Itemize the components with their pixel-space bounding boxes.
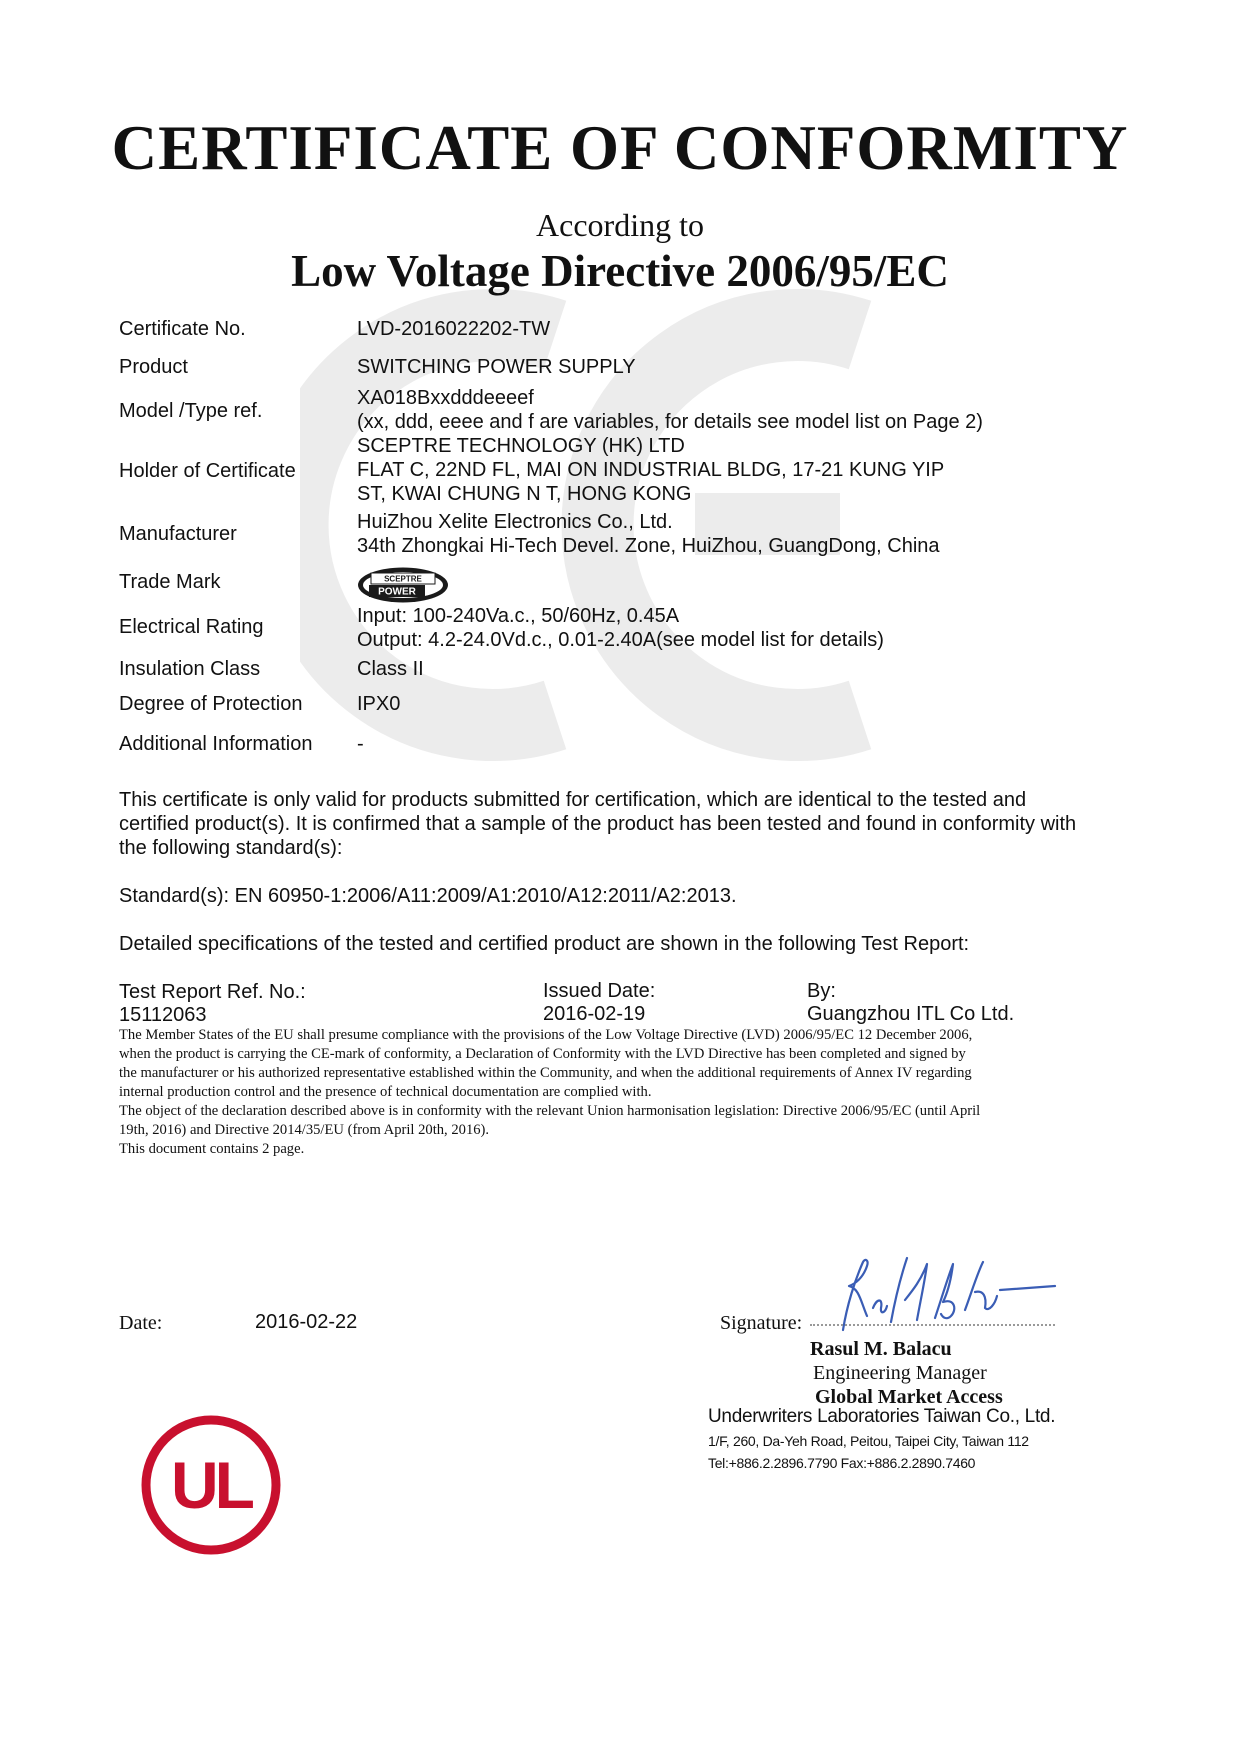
note-line-3: the manufacturer or his authorized representative established within the Community, and when the additional requirements of Annex IV regarding: [119, 1065, 972, 1081]
model-label: Model /Type ref.: [119, 400, 263, 422]
manufacturer-label: Manufacturer: [119, 523, 237, 545]
product-label: Product: [119, 356, 188, 378]
company-phone-fax: Tel:+886.2.2896.7790 Fax:+886.2.2890.7460: [708, 1455, 976, 1471]
according-to-text: According to: [536, 207, 704, 243]
additional-information-value: -: [357, 733, 364, 755]
degree-of-protection-label: Degree of Protection: [119, 693, 303, 715]
signer-name: Rasul M. Balacu: [810, 1338, 952, 1360]
company-name: Underwriters Laboratories Taiwan Co., Ltd.: [708, 1406, 1056, 1427]
test-report-ref-value: 15112063: [119, 1004, 207, 1026]
insulation-class-value: Class II: [357, 658, 424, 680]
handwritten-signature: [825, 1250, 1065, 1340]
model-value-line2: (xx, ddd, eeee and f are variables, for details see model list on Page 2): [357, 411, 983, 433]
issued-date-value: 2016-02-19: [543, 1003, 646, 1025]
note-line-7: This document contains 2 page.: [119, 1141, 305, 1157]
standards-text: Standard(s): EN 60950-1:2006/A11:2009/A1:2010/A12:2011/A2:2013.: [119, 885, 737, 907]
note-line-6: 19th, 2016) and Directive 2014/35/EU (from April 20th, 2016).: [119, 1122, 490, 1138]
electrical-rating-value-line2: Output: 4.2-24.0Vd.c., 0.01-2.40A(see model list for details): [357, 629, 884, 651]
validity-line-2: certified product(s). It is confirmed that a sample of the product has been tested and found in conformity with: [119, 813, 1077, 835]
insulation-class-label: Insulation Class: [119, 658, 261, 680]
holder-value-line3: ST, KWAI CHUNG N T, HONG KONG: [357, 483, 692, 505]
certificate-no-value: LVD-2016022202-TW: [357, 318, 551, 340]
electrical-rating-value-line1: Input: 100-240Va.c., 50/60Hz, 0.45A: [357, 605, 680, 627]
sceptre-power-logo: [357, 566, 449, 604]
manufacturer-value-line1: HuiZhou Xelite Electronics Co., Ltd.: [357, 511, 673, 533]
holder-value-line2: FLAT C, 22ND FL, MAI ON INDUSTRIAL BLDG, 17-21 KUNG YIP: [357, 459, 945, 481]
certificate-no-label: Certificate No.: [119, 318, 246, 340]
issued-date-label: Issued Date:: [543, 980, 656, 1002]
signer-title: Engineering Manager: [813, 1362, 987, 1384]
ul-logo: [138, 1412, 284, 1558]
note-line-5: The object of the declaration described above is in conformity with the relevant Union harmonisation legislation: Directive 2006/95/EC (until April: [119, 1103, 981, 1119]
note-line-2: when the product is carrying the CE-mark of conformity, a Declaration of Conformity with the LVD Directive has been completed and signed by: [119, 1046, 966, 1062]
logo-text-power: POWER: [378, 586, 416, 598]
model-value-line1: XA018Bxxdddeeeef: [357, 387, 534, 409]
degree-of-protection-value: IPX0: [357, 693, 401, 715]
product-value: SWITCHING POWER SUPPLY: [357, 356, 636, 378]
detailed-spec-text: Detailed specifications of the tested and certified product are shown in the following Test Report:: [119, 933, 970, 955]
signature-label: Signature:: [720, 1312, 803, 1334]
ul-logo-text: UL: [171, 1448, 251, 1522]
logo-text-sceptre: SCEPTRE: [384, 574, 422, 584]
signature-dotted-line: [810, 1324, 1055, 1326]
electrical-rating-label: Electrical Rating: [119, 616, 264, 638]
manufacturer-value-line2: 34th Zhongkai Hi-Tech Devel. Zone, HuiZhou, GuangDong, China: [357, 535, 940, 557]
trade-mark-label: Trade Mark: [119, 571, 221, 593]
date-label: Date:: [119, 1312, 163, 1334]
signer-department: Global Market Access: [815, 1386, 1003, 1408]
date-value: 2016-02-22: [255, 1311, 358, 1333]
certificate-title: CERTIFICATE OF CONFORMITY: [111, 113, 1129, 183]
holder-value-line1: SCEPTRE TECHNOLOGY (HK) LTD: [357, 435, 685, 457]
additional-information-label: Additional Information: [119, 733, 313, 755]
by-label: By:: [807, 980, 836, 1002]
holder-label: Holder of Certificate: [119, 460, 296, 482]
company-address: 1/F, 260, Da-Yeh Road, Peitou, Taipei City, Taiwan 112: [708, 1433, 1029, 1449]
validity-line-3: the following standard(s):: [119, 837, 343, 859]
note-line-1: The Member States of the EU shall presume compliance with the provisions of the Low Voltage Directive (LVD) 2006/95/EC 12 December 2006,: [119, 1027, 973, 1043]
directive-title: Low Voltage Directive 2006/95/EC: [291, 246, 949, 296]
by-value: Guangzhou ITL Co Ltd.: [807, 1003, 1015, 1025]
test-report-ref-label: Test Report Ref. No.:: [119, 981, 306, 1003]
validity-line-1: This certificate is only valid for products submitted for certification, which are identical to the tested and: [119, 789, 1027, 811]
note-line-4: internal production control and the presence of technical documentation are complied with.: [119, 1084, 652, 1100]
